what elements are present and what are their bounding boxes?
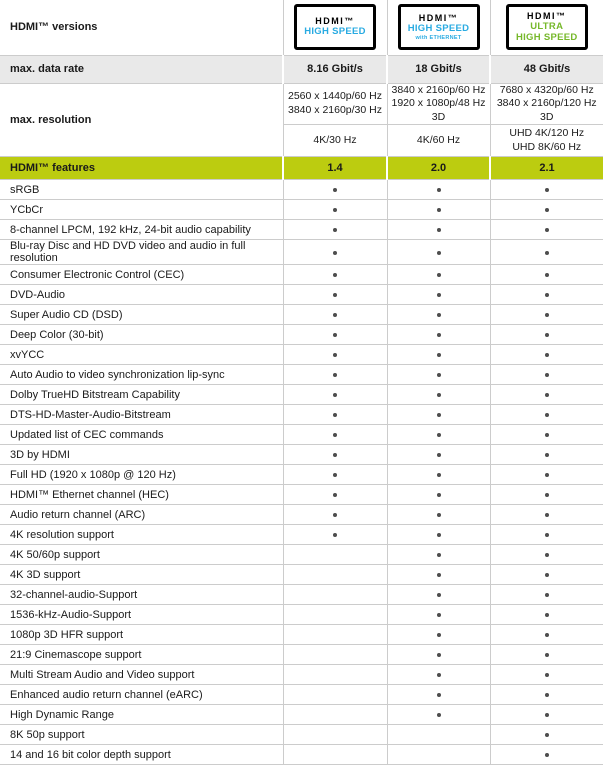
- resolution-summary-hdmi-2-0: [387, 125, 490, 157]
- support-dot: [545, 573, 549, 577]
- support-cell-hdmi-1-4: [283, 265, 387, 285]
- support-cell-hdmi-2-0: [387, 285, 490, 305]
- feature-row: [0, 200, 603, 220]
- support-cell-hdmi-1-4: [283, 705, 387, 725]
- resolution-value: 3840 x 2160p/60 Hz: [391, 83, 486, 96]
- support-cell-hdmi-1-4: [283, 425, 387, 445]
- support-dot: [437, 413, 441, 417]
- feature-row: [0, 565, 603, 585]
- support-dot: [545, 513, 549, 517]
- support-cell-hdmi-2-0: [387, 685, 490, 705]
- feature-row: [0, 465, 603, 485]
- feature-label: Full HD (1920 x 1080p @ 120 Hz): [10, 468, 176, 481]
- resolution-value: 7680 x 4320p/60 Hz: [499, 83, 594, 96]
- support-cell-hdmi-2-0: [387, 645, 490, 665]
- support-cell-hdmi-2-0: [387, 605, 490, 625]
- support-dot: [545, 553, 549, 557]
- feature-label: 1536-kHz-Audio-Support: [10, 608, 132, 621]
- resolution-value: 3840 x 2160p/120 Hz 3D: [496, 97, 597, 123]
- support-dot: [437, 333, 441, 337]
- support-dot: [545, 353, 549, 357]
- feature-row: [0, 725, 603, 745]
- support-cell-hdmi-2-1: [490, 445, 603, 465]
- support-dot: [545, 733, 549, 737]
- feature-label: Deep Color (30-bit): [10, 328, 104, 341]
- support-cell-hdmi-2-0: [387, 200, 490, 220]
- support-cell-hdmi-1-4: [283, 565, 387, 585]
- support-cell-hdmi-1-4: [283, 645, 387, 665]
- feature-label: DTS-HD-Master-Audio-Bitstream: [10, 408, 171, 421]
- resolution-value: UHD 4K/120 Hz: [509, 127, 585, 140]
- support-dot: [437, 693, 441, 697]
- resolution-value: 3840 x 2160p/30 Hz: [288, 103, 382, 116]
- support-dot: [333, 251, 337, 255]
- versions-row: [0, 0, 603, 55]
- support-dot: [333, 473, 337, 477]
- feature-label: Audio return channel (ARC): [10, 508, 146, 521]
- feature-label: 32-channel-audio-Support: [10, 588, 138, 601]
- support-dot: [437, 313, 441, 317]
- support-dot: [437, 293, 441, 297]
- hdmi-logo-subtext: with ETHERNET: [415, 34, 462, 41]
- support-dot: [333, 453, 337, 457]
- support-cell-hdmi-2-0: [387, 525, 490, 545]
- support-dot: [437, 228, 441, 232]
- feature-label: Blu-ray Disc and HD DVD video and audio in full resolution: [10, 240, 246, 265]
- feature-label: Super Audio CD (DSD): [10, 308, 123, 321]
- hdmi-logo-text: HIGH SPEED: [515, 31, 578, 43]
- support-dot: [437, 373, 441, 377]
- support-cell-hdmi-2-1: [490, 605, 603, 625]
- support-cell-hdmi-2-0: [387, 585, 490, 605]
- hdmi-ultra-high-speed-logo: [506, 4, 588, 50]
- resolution-detail-hdmi-2-1: [490, 83, 603, 125]
- resolution-value: UHD 8K/60 Hz: [512, 140, 582, 153]
- support-cell-hdmi-1-4: [283, 325, 387, 345]
- support-cell-hdmi-2-1: [490, 505, 603, 525]
- support-cell-hdmi-2-1: [490, 525, 603, 545]
- support-cell-hdmi-2-0: [387, 505, 490, 525]
- resolution-label: max. resolution: [10, 113, 92, 126]
- support-dot: [545, 333, 549, 337]
- support-cell-hdmi-2-0: [387, 445, 490, 465]
- support-cell-hdmi-2-1: [490, 200, 603, 220]
- feature-row: [0, 285, 603, 305]
- support-dot: [437, 208, 441, 212]
- data-rate-hdmi-2-0: 18 Gbit/s: [387, 55, 490, 83]
- support-dot: [545, 413, 549, 417]
- support-dot: [437, 713, 441, 717]
- support-cell-hdmi-2-0: [387, 325, 490, 345]
- support-cell-hdmi-1-4: [283, 305, 387, 325]
- support-cell-hdmi-2-1: [490, 425, 603, 445]
- support-dot: [545, 228, 549, 232]
- feature-label: xvYCC: [10, 348, 45, 361]
- feature-row: [0, 745, 603, 765]
- support-dot: [333, 273, 337, 277]
- feature-label: Enhanced audio return channel (eARC): [10, 688, 203, 701]
- feature-label: 4K 3D support: [10, 568, 81, 581]
- resolution-value: 2560 x 1440p/60 Hz: [288, 90, 382, 103]
- support-cell-hdmi-1-4: [283, 745, 387, 765]
- feature-label: 21:9 Cinemascope support: [10, 648, 142, 661]
- support-cell-hdmi-1-4: [283, 665, 387, 685]
- support-dot: [333, 533, 337, 537]
- feature-label: 4K 50/60p support: [10, 548, 100, 561]
- support-dot: [545, 593, 549, 597]
- support-cell-hdmi-2-1: [490, 585, 603, 605]
- support-cell-hdmi-1-4: [283, 625, 387, 645]
- feature-label: 4K resolution support: [10, 528, 114, 541]
- feature-row: [0, 445, 603, 465]
- support-cell-hdmi-2-0: [387, 665, 490, 685]
- support-dot: [545, 433, 549, 437]
- support-dot: [437, 633, 441, 637]
- support-cell-hdmi-2-1: [490, 745, 603, 765]
- support-cell-hdmi-2-0: [387, 365, 490, 385]
- support-dot: [545, 713, 549, 717]
- support-cell-hdmi-2-1: [490, 385, 603, 405]
- feature-row: [0, 585, 603, 605]
- support-cell-hdmi-1-4: [283, 200, 387, 220]
- logo-cell-hdmi-2-0: [387, 0, 490, 55]
- support-dot: [545, 753, 549, 757]
- support-dot: [545, 313, 549, 317]
- support-dot: [333, 188, 337, 192]
- resolution-detail-hdmi-2-0: [387, 83, 490, 125]
- feature-label: 8K 50p support: [10, 728, 85, 741]
- support-dot: [437, 393, 441, 397]
- resolution-value: 4K/60 Hz: [416, 134, 461, 147]
- support-cell-hdmi-2-1: [490, 725, 603, 745]
- feature-row: [0, 705, 603, 725]
- support-cell-hdmi-2-1: [490, 365, 603, 385]
- support-dot: [333, 293, 337, 297]
- feature-label: 3D by HDMI: [10, 448, 70, 461]
- support-dot: [437, 593, 441, 597]
- support-dot: [437, 673, 441, 677]
- resolution-value: 4K/30 Hz: [313, 134, 357, 147]
- feature-row: [0, 365, 603, 385]
- feature-label: 1080p 3D HFR support: [10, 628, 124, 641]
- support-cell-hdmi-1-4: [283, 525, 387, 545]
- support-cell-hdmi-1-4: [283, 485, 387, 505]
- resolution-summary-hdmi-2-1: [490, 125, 603, 157]
- support-cell-hdmi-2-1: [490, 305, 603, 325]
- feature-row: [0, 405, 603, 425]
- hdmi-high-speed-ethernet-logo: [398, 4, 480, 50]
- support-cell-hdmi-2-0: [387, 240, 490, 265]
- feature-label: High Dynamic Range: [10, 708, 114, 721]
- support-cell-hdmi-2-1: [490, 180, 603, 200]
- support-cell-hdmi-2-0: [387, 565, 490, 585]
- version-number-hdmi-2-1: 2.1: [490, 157, 603, 180]
- support-dot: [545, 208, 549, 212]
- feature-row: [0, 220, 603, 240]
- support-dot: [437, 473, 441, 477]
- support-cell-hdmi-1-4: [283, 505, 387, 525]
- feature-label: Multi Stream Audio and Video support: [10, 668, 195, 681]
- support-cell-hdmi-2-1: [490, 265, 603, 285]
- support-cell-hdmi-2-0: [387, 465, 490, 485]
- feature-row: [0, 325, 603, 345]
- hdmi-high-speed-logo: [294, 4, 376, 50]
- feature-label: 8-channel LPCM, 192 kHz, 24-bit audio capability: [10, 223, 251, 236]
- data-rate-hdmi-1-4: 8.16 Gbit/s: [283, 55, 387, 83]
- support-dot: [545, 533, 549, 537]
- support-dot: [545, 633, 549, 637]
- support-cell-hdmi-2-0: [387, 180, 490, 200]
- support-cell-hdmi-1-4: [283, 685, 387, 705]
- support-cell-hdmi-2-0: [387, 305, 490, 325]
- support-dot: [437, 513, 441, 517]
- support-cell-hdmi-2-0: [387, 705, 490, 725]
- support-cell-hdmi-2-0: [387, 545, 490, 565]
- feature-label: Dolby TrueHD Bitstream Capability: [10, 388, 180, 401]
- support-cell-hdmi-1-4: [283, 345, 387, 365]
- support-dot: [437, 188, 441, 192]
- support-cell-hdmi-1-4: [283, 220, 387, 240]
- support-dot: [545, 251, 549, 255]
- feature-label: Consumer Electronic Control (CEC): [10, 268, 185, 281]
- support-dot: [333, 413, 337, 417]
- support-dot: [333, 333, 337, 337]
- support-dot: [545, 273, 549, 277]
- support-dot: [437, 553, 441, 557]
- support-cell-hdmi-2-1: [490, 345, 603, 365]
- hdmi-logo-text: HIGH SPEED: [304, 26, 366, 38]
- support-dot: [545, 673, 549, 677]
- feature-label: Auto Audio to video synchronization lip-sync: [10, 368, 225, 381]
- feature-row: [0, 265, 603, 285]
- support-dot: [545, 473, 549, 477]
- support-dot: [333, 228, 337, 232]
- support-cell-hdmi-2-0: [387, 425, 490, 445]
- feature-row: [0, 425, 603, 445]
- data-rate-row: [0, 55, 603, 83]
- hdmi-logo-text: ULTRA: [530, 20, 564, 32]
- feature-row: [0, 345, 603, 365]
- support-cell-hdmi-1-4: [283, 285, 387, 305]
- support-dot: [437, 453, 441, 457]
- support-cell-hdmi-1-4: [283, 405, 387, 425]
- support-dot: [437, 493, 441, 497]
- resolution-value: 1920 x 1080p/48 Hz 3D: [391, 97, 486, 123]
- support-cell-hdmi-2-1: [490, 240, 603, 265]
- support-dot: [437, 251, 441, 255]
- hdmi-logo-wordmark: HDMI™: [418, 13, 459, 24]
- feature-row: [0, 665, 603, 685]
- support-dot: [333, 493, 337, 497]
- support-dot: [333, 313, 337, 317]
- support-dot: [437, 533, 441, 537]
- support-dot: [545, 293, 549, 297]
- support-cell-hdmi-2-1: [490, 665, 603, 685]
- feature-row: [0, 605, 603, 625]
- support-dot: [437, 573, 441, 577]
- support-cell-hdmi-2-1: [490, 705, 603, 725]
- support-dot: [437, 653, 441, 657]
- feature-row: [0, 625, 603, 645]
- support-dot: [437, 273, 441, 277]
- support-dot: [545, 188, 549, 192]
- feature-row: [0, 180, 603, 200]
- feature-row: [0, 645, 603, 665]
- support-dot: [333, 373, 337, 377]
- support-cell-hdmi-1-4: [283, 240, 387, 265]
- support-cell-hdmi-1-4: [283, 545, 387, 565]
- support-cell-hdmi-2-1: [490, 565, 603, 585]
- version-number-hdmi-2-0: 2.0: [387, 157, 490, 180]
- support-cell-hdmi-1-4: [283, 385, 387, 405]
- support-cell-hdmi-2-0: [387, 265, 490, 285]
- feature-row: [0, 485, 603, 505]
- support-cell-hdmi-2-1: [490, 625, 603, 645]
- support-dot: [437, 433, 441, 437]
- support-cell-hdmi-2-0: [387, 485, 490, 505]
- feature-label: sRGB: [10, 183, 40, 196]
- support-dot: [545, 653, 549, 657]
- support-dot: [333, 353, 337, 357]
- support-cell-hdmi-2-0: [387, 385, 490, 405]
- support-cell-hdmi-2-1: [490, 645, 603, 665]
- support-dot: [333, 513, 337, 517]
- support-cell-hdmi-2-1: [490, 285, 603, 305]
- support-cell-hdmi-1-4: [283, 605, 387, 625]
- feature-row: [0, 505, 603, 525]
- hdmi-logo-wordmark: HDMI™: [527, 10, 567, 21]
- support-cell-hdmi-1-4: [283, 725, 387, 745]
- feature-row: [0, 240, 603, 265]
- support-dot: [437, 613, 441, 617]
- data-rate-hdmi-2-1: 48 Gbit/s: [490, 55, 603, 83]
- support-cell-hdmi-1-4: [283, 465, 387, 485]
- support-cell-hdmi-2-0: [387, 725, 490, 745]
- support-dot: [333, 208, 337, 212]
- support-cell-hdmi-2-1: [490, 325, 603, 345]
- support-dot: [545, 613, 549, 617]
- resolution-summary-hdmi-1-4: [283, 125, 387, 157]
- hdmi-logo-wordmark: HDMI™: [315, 16, 355, 27]
- resolution-detail-hdmi-1-4: [283, 83, 387, 125]
- support-dot: [333, 433, 337, 437]
- features-header-row: [0, 157, 603, 180]
- logo-cell-hdmi-2-1: [490, 0, 603, 55]
- support-dot: [545, 493, 549, 497]
- resolution-detail-row: [0, 83, 603, 125]
- support-cell-hdmi-2-1: [490, 465, 603, 485]
- hdmi-logo-text: HIGH SPEED: [407, 22, 470, 34]
- support-cell-hdmi-2-1: [490, 685, 603, 705]
- support-cell-hdmi-2-0: [387, 625, 490, 645]
- feature-row: [0, 685, 603, 705]
- data-rate-label: max. data rate: [10, 63, 84, 75]
- feature-row: [0, 545, 603, 565]
- feature-label: YCbCr: [10, 203, 44, 216]
- support-cell-hdmi-2-1: [490, 220, 603, 240]
- support-dot: [545, 693, 549, 697]
- versions-label: HDMI™ versions: [10, 21, 98, 34]
- support-cell-hdmi-1-4: [283, 585, 387, 605]
- features-header-label: HDMI™ features: [10, 162, 95, 175]
- support-dot: [437, 353, 441, 357]
- support-cell-hdmi-2-0: [387, 220, 490, 240]
- support-cell-hdmi-2-0: [387, 405, 490, 425]
- feature-label: Updated list of CEC commands: [10, 428, 164, 441]
- feature-row: [0, 525, 603, 545]
- support-cell-hdmi-1-4: [283, 445, 387, 465]
- feature-label: 14 and 16 bit color depth support: [10, 748, 171, 761]
- version-number-hdmi-1-4: 1.4: [283, 157, 387, 180]
- feature-row: [0, 385, 603, 405]
- feature-row: [0, 305, 603, 325]
- support-cell-hdmi-1-4: [283, 365, 387, 385]
- support-cell-hdmi-2-0: [387, 345, 490, 365]
- feature-label: DVD-Audio: [10, 288, 66, 301]
- support-dot: [545, 373, 549, 377]
- support-dot: [333, 393, 337, 397]
- logo-cell-hdmi-1-4: [283, 0, 387, 55]
- support-cell-hdmi-2-1: [490, 405, 603, 425]
- support-dot: [545, 393, 549, 397]
- support-dot: [545, 453, 549, 457]
- feature-label: HDMI™ Ethernet channel (HEC): [10, 488, 169, 501]
- support-cell-hdmi-2-1: [490, 545, 603, 565]
- support-cell-hdmi-2-0: [387, 745, 490, 765]
- support-cell-hdmi-2-1: [490, 485, 603, 505]
- support-cell-hdmi-1-4: [283, 180, 387, 200]
